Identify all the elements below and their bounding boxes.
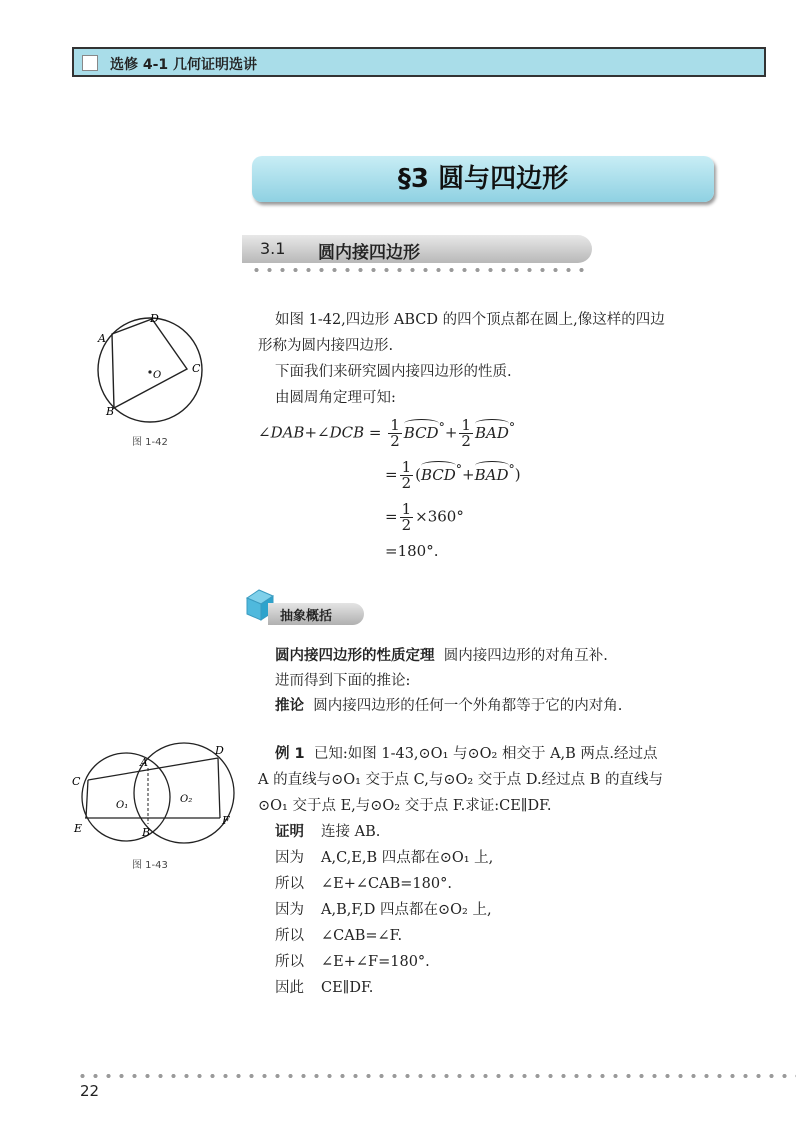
- arc-bad: BAD: [474, 423, 509, 442]
- theorem-title: 圆内接四边形的性质定理: [275, 648, 435, 664]
- corollary-line: [275, 696, 622, 716]
- proof-line: 因为 A,C,E,B 四点都在⊙O₁ 上,: [275, 850, 494, 866]
- proof-block: [275, 822, 493, 1004]
- subsection-number: 3.1: [260, 239, 286, 258]
- running-header: [72, 47, 766, 77]
- dotted-divider: [250, 267, 590, 273]
- equation-line-3: = $\frac{1}{2}$ ×360°: [385, 500, 464, 534]
- example-line-3: ⊙O₁ 交于点 E,与⊙O₂ 交于点 F.求证:CE∥DF.: [258, 798, 552, 814]
- fig142-label-o: O: [153, 370, 162, 381]
- subsection-title: 圆内接四边形: [318, 243, 420, 263]
- equation-line-2: = $\frac{1}{2}$ (BCD°+BAD°): [385, 458, 521, 492]
- summary-line-2: 进而得到下面的推论:: [275, 673, 411, 689]
- fig143-label-e: E: [74, 822, 83, 835]
- equation-line-1: ∠DAB+∠DCB = $\frac{1}{2}$ BCD°+ $\frac{1}{2}$ BAD°: [258, 416, 516, 450]
- example-line-2: A 的直线与⊙O₁ 交于点 C,与⊙O₂ 交于点 D.经过点 B 的直线与: [258, 772, 663, 788]
- fraction-half: $\frac{1}{2}$: [461, 416, 471, 450]
- header-text: 选修 4-1 几何证明选讲: [110, 57, 258, 73]
- fraction-half: $\frac{1}{2}$: [390, 416, 400, 450]
- header-square-icon: [82, 55, 98, 71]
- proof-line: 所以 ∠CAB=∠F.: [275, 928, 403, 944]
- fig142-label-a: A: [98, 332, 106, 345]
- fig143-label-b: B: [142, 826, 151, 839]
- fig143-label-o2: O₂: [180, 794, 193, 805]
- example-title: 例 1: [275, 746, 305, 762]
- footer-dotted-divider: [76, 1073, 796, 1079]
- subsection-heading: [242, 235, 592, 263]
- intro-line-4: 由圆周角定理可知:: [275, 390, 396, 406]
- page-number: 22: [80, 1082, 100, 1100]
- arc-bcd: BCD: [403, 423, 439, 442]
- proof-line: 证明 连接 AB.: [275, 824, 381, 840]
- proof-title: 证明: [275, 824, 304, 840]
- intro-line-3: 下面我们来研究圆内接四边形的性质.: [275, 364, 512, 380]
- section-title: §3 圆与四边形: [397, 164, 569, 194]
- theorem-line: [275, 646, 608, 666]
- figure-1-43-caption: 图 1-43: [132, 860, 168, 871]
- fig143-label-o1: O₁: [116, 800, 129, 811]
- proof-line: 所以 ∠E+∠F=180°.: [275, 954, 430, 970]
- figure-1-43: [68, 740, 238, 850]
- proof-line: 所以 ∠E+∠CAB=180°.: [275, 876, 452, 892]
- fraction-half: $\frac{1}{2}$: [401, 458, 412, 492]
- summary-label: 抽象概括: [268, 603, 364, 625]
- intro-line-1: 如图 1-42,四边形 ABCD 的四个顶点都在圆上,像这样的四边: [275, 312, 665, 328]
- fraction-half: $\frac{1}{2}$: [401, 500, 412, 534]
- fig143-label-f: F: [222, 814, 230, 827]
- fig142-label-c: C: [192, 362, 201, 375]
- fig143-label-a: A: [140, 756, 148, 769]
- fig142-label-d: D: [150, 312, 159, 325]
- theorem-text: 圆内接四边形的对角互补.: [443, 648, 608, 664]
- section-banner: [252, 156, 714, 202]
- fig143-label-d: D: [215, 744, 224, 757]
- fig143-label-c: C: [72, 775, 81, 788]
- example-line-1: 例 1 已知:如图 1-43,⊙O₁ 与⊙O₂ 相交于 A,B 两点.经过点: [275, 746, 658, 762]
- figure-1-42: [92, 312, 222, 427]
- intro-line-2: 形称为圆内接四边形.: [258, 338, 394, 354]
- corollary-text: 圆内接四边形的任何一个外角都等于它的内对角.: [313, 698, 623, 714]
- fig142-label-b: B: [106, 405, 115, 418]
- figure-1-42-caption: 图 1-42: [132, 437, 168, 448]
- proof-line: 因此 CE∥DF.: [275, 980, 374, 996]
- proof-line: 因为 A,B,F,D 四点都在⊙O₂ 上,: [275, 902, 492, 918]
- corollary-title: 推论: [275, 698, 304, 714]
- equation-line-4: =180°.: [385, 542, 439, 560]
- eq-lhs: ∠DAB+∠DCB =: [258, 423, 382, 442]
